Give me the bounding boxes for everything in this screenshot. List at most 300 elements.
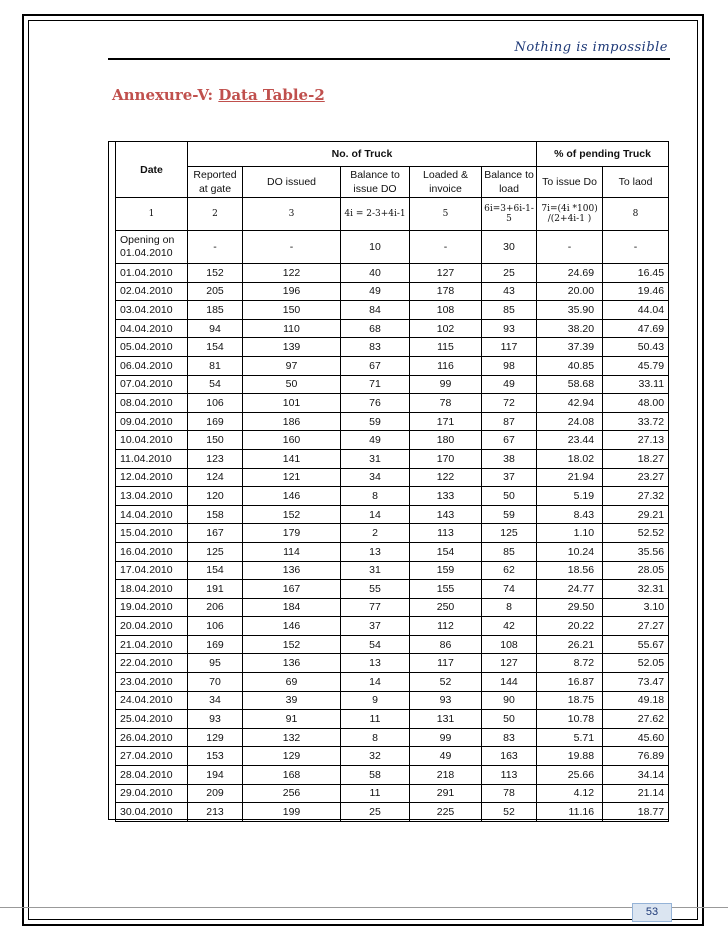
header-rule [108,58,670,60]
table-cell: 13 [341,542,410,561]
annexure-prefix: Annexure-V: [112,86,214,104]
colnum-2: 2 [188,198,243,231]
table-cell: 86 [410,635,482,654]
col-reported: Reported at gate [188,167,243,198]
table-cell: 152 [243,505,341,524]
table-cell: 76.89 [603,747,669,766]
table-cell: 68 [341,319,410,338]
table-cell: 52 [410,673,482,692]
table-cell: 139 [243,338,341,357]
table-cell: 24.69 [537,264,603,283]
table-cell: 20.22 [537,617,603,636]
table-row [116,505,669,524]
row-date: 29.04.2010 [116,784,188,803]
header-pct-pending: % of pending Truck [537,142,669,167]
row-date: 30.04.2010 [116,803,188,822]
table-cell: 52.52 [603,524,669,543]
table-cell: 129 [188,728,243,747]
table-cell: 2 [341,524,410,543]
table-cell: 167 [243,580,341,599]
table-row [116,784,669,803]
row-date: 04.04.2010 [116,319,188,338]
table-cell: 13 [341,654,410,673]
table-cell: 125 [188,542,243,561]
table-cell: 114 [243,542,341,561]
table-row [116,301,669,320]
table-row [116,431,669,450]
table-cell: 78 [410,394,482,413]
row-date: 02.04.2010 [116,282,188,301]
table-row [116,635,669,654]
table-cell: 169 [188,412,243,431]
row-date: 16.04.2010 [116,542,188,561]
row-date: 21.04.2010 [116,635,188,654]
table-row [116,673,669,692]
table-cell: 55 [341,580,410,599]
col-loaded-invoice: Loaded & invoice [410,167,482,198]
table-cell: 27.13 [603,431,669,450]
table-row [116,766,669,785]
table-cell: 117 [482,338,537,357]
opening-row [116,231,669,264]
table-cell: 25.66 [537,766,603,785]
row-date: 11.04.2010 [116,449,188,468]
table-cell: 23.27 [603,468,669,487]
table-cell: 250 [410,598,482,617]
table-cell: 5.19 [537,487,603,506]
table-row [116,803,669,822]
table-cell: 168 [243,766,341,785]
table-cell: 73.47 [603,673,669,692]
table-row [116,356,669,375]
table-cell: - [603,231,669,264]
row-date: 17.04.2010 [116,561,188,580]
table-cell: 30 [482,231,537,264]
table-cell: 14 [341,505,410,524]
colnum-4-formula: 4i = 2-3+4i-1 [341,198,410,231]
table-row [116,654,669,673]
table-cell: 213 [188,803,243,822]
table-cell: 10.78 [537,710,603,729]
table-cell: 136 [243,654,341,673]
table-cell: 186 [243,412,341,431]
row-date: 06.04.2010 [116,356,188,375]
table-cell: 25 [482,264,537,283]
table-cell: 20.00 [537,282,603,301]
table-cell: 50 [482,487,537,506]
table-cell: 44.04 [603,301,669,320]
table-cell: 49.18 [603,691,669,710]
table-cell: 9 [341,691,410,710]
table-row [116,338,669,357]
table-cell: 98 [482,356,537,375]
table-cell: 191 [188,580,243,599]
table-cell: 116 [410,356,482,375]
table-cell: 78 [482,784,537,803]
table-cell: 8 [341,728,410,747]
table-cell: 18.27 [603,449,669,468]
table-cell: 154 [410,542,482,561]
table-cell: 225 [410,803,482,822]
table-cell: 32.31 [603,580,669,599]
header-no-of-truck: No. of Truck [188,142,537,167]
table-cell: 150 [243,301,341,320]
table-row [116,375,669,394]
opening-label: Opening on 01.04.2010 [116,231,188,264]
table-cell: 106 [188,617,243,636]
table-cell: 180 [410,431,482,450]
row-date: 03.04.2010 [116,301,188,320]
table-cell: 50 [243,375,341,394]
table-cell: 71 [341,375,410,394]
table-cell: 24.08 [537,412,603,431]
row-date: 25.04.2010 [116,710,188,729]
table-cell: 50.43 [603,338,669,357]
table-cell: - [243,231,341,264]
table-cell: 146 [243,487,341,506]
table-cell: 90 [482,691,537,710]
table-cell: 34 [188,691,243,710]
table-cell: 11.16 [537,803,603,822]
table-cell: 256 [243,784,341,803]
col-to-issue-do: To issue Do [537,167,603,198]
table-cell: 18.56 [537,561,603,580]
table-cell: 38.20 [537,319,603,338]
table-cell: 4.12 [537,784,603,803]
row-date: 23.04.2010 [116,673,188,692]
row-date: 27.04.2010 [116,747,188,766]
table-cell: 124 [188,468,243,487]
table-row [116,710,669,729]
table-row [116,468,669,487]
table-cell: 136 [243,561,341,580]
header-tagline: Nothing is impossible [514,40,668,55]
table-cell: 42 [482,617,537,636]
table-cell: 206 [188,598,243,617]
table-cell: 32 [341,747,410,766]
table-cell: 37.39 [537,338,603,357]
table-cell: 49 [482,375,537,394]
table-cell: - [410,231,482,264]
page-number: 53 [632,903,672,922]
table-row [116,282,669,301]
table-cell: 54 [188,375,243,394]
table-cell: 27.27 [603,617,669,636]
table-cell: 37 [482,468,537,487]
table-cell: 77 [341,598,410,617]
table-cell: 132 [243,728,341,747]
colnum-8: 8 [603,198,669,231]
table-cell: 18.77 [603,803,669,822]
table-cell: 131 [410,710,482,729]
table-cell: 110 [243,319,341,338]
table-cell: 18.02 [537,449,603,468]
table-cell: 102 [410,319,482,338]
table-cell: 3.10 [603,598,669,617]
table-cell: 85 [482,301,537,320]
row-date: 19.04.2010 [116,598,188,617]
table-cell: 59 [341,412,410,431]
row-date: 10.04.2010 [116,431,188,450]
table-row [116,487,669,506]
table-cell: 47.69 [603,319,669,338]
table-cell: 171 [410,412,482,431]
row-date: 26.04.2010 [116,728,188,747]
colnum-5: 5 [410,198,482,231]
row-date: 15.04.2010 [116,524,188,543]
table-cell: 11 [341,710,410,729]
table-cell: 19.88 [537,747,603,766]
data-table [115,141,669,822]
table-cell: 199 [243,803,341,822]
table-cell: 87 [482,412,537,431]
table-cell: 29.21 [603,505,669,524]
table-cell: 93 [482,319,537,338]
table-cell: 31 [341,449,410,468]
table-cell: 120 [188,487,243,506]
table-cell: 69 [243,673,341,692]
col-balance-load: Balance to load [482,167,537,198]
table-row [116,394,669,413]
table-cell: 45.60 [603,728,669,747]
table-cell: 34.14 [603,766,669,785]
table-cell: 93 [188,710,243,729]
row-date: 28.04.2010 [116,766,188,785]
table-cell: 49 [410,747,482,766]
table-cell: 67 [482,431,537,450]
row-date: 20.04.2010 [116,617,188,636]
table-cell: 11 [341,784,410,803]
table-cell: 40 [341,264,410,283]
table-cell: 113 [482,766,537,785]
table-cell: 21.94 [537,468,603,487]
table-cell: 25 [341,803,410,822]
col-to-load: To laod [603,167,669,198]
annexure-title: Data Table-2 [218,86,325,104]
table-cell: 122 [410,468,482,487]
table-cell: 8.72 [537,654,603,673]
table-cell: 178 [410,282,482,301]
table-cell: 85 [482,542,537,561]
row-date: 01.04.2010 [116,264,188,283]
row-date: 18.04.2010 [116,580,188,599]
table-cell: 70 [188,673,243,692]
table-cell: 42.94 [537,394,603,413]
table-cell: 10 [341,231,410,264]
table-cell: 108 [482,635,537,654]
table-cell: 91 [243,710,341,729]
table-cell: 127 [410,264,482,283]
table-cell: 121 [243,468,341,487]
table-cell: 14 [341,673,410,692]
table-cell: 123 [188,449,243,468]
table-row [116,319,669,338]
table-cell: 106 [188,394,243,413]
table-cell: 159 [410,561,482,580]
table-cell: 26.21 [537,635,603,654]
table-cell: 146 [243,617,341,636]
row-date: 08.04.2010 [116,394,188,413]
table-cell: 185 [188,301,243,320]
table-cell: 10.24 [537,542,603,561]
table-cell: 8 [482,598,537,617]
table-cell: 113 [410,524,482,543]
table-cell: 50 [482,710,537,729]
table-cell: 94 [188,319,243,338]
table-cell: 169 [188,635,243,654]
table-cell: 27.62 [603,710,669,729]
table-cell: 209 [188,784,243,803]
table-cell: 27.32 [603,487,669,506]
row-date: 07.04.2010 [116,375,188,394]
table-cell: 23.44 [537,431,603,450]
table-cell: - [537,231,603,264]
table-cell: 154 [188,561,243,580]
table-cell: 133 [410,487,482,506]
table-cell: 48.00 [603,394,669,413]
table-cell: 34 [341,468,410,487]
table-cell: 158 [188,505,243,524]
table-cell: - [188,231,243,264]
row-date: 05.04.2010 [116,338,188,357]
table-cell: 31 [341,561,410,580]
table-cell: 205 [188,282,243,301]
table-cell: 115 [410,338,482,357]
table-cell: 49 [341,282,410,301]
table-cell: 39 [243,691,341,710]
table-cell: 84 [341,301,410,320]
table-cell: 72 [482,394,537,413]
table-row [116,580,669,599]
row-date: 24.04.2010 [116,691,188,710]
table-cell: 33.72 [603,412,669,431]
table-row [116,691,669,710]
table-cell: 45.79 [603,356,669,375]
table-row [116,524,669,543]
table-row [116,561,669,580]
table-cell: 29.50 [537,598,603,617]
table-cell: 152 [243,635,341,654]
table-cell: 127 [482,654,537,673]
table-cell: 28.05 [603,561,669,580]
table-cell: 144 [482,673,537,692]
table-cell: 16.45 [603,264,669,283]
colnum-6-formula: 6i=3+6i-1-5 [482,198,537,231]
table-cell: 83 [482,728,537,747]
table-cell: 81 [188,356,243,375]
table-cell: 99 [410,375,482,394]
table-cell: 52.05 [603,654,669,673]
table-cell: 93 [410,691,482,710]
table-cell: 122 [243,264,341,283]
table-row [116,449,669,468]
table-cell: 117 [410,654,482,673]
table-cell: 21.14 [603,784,669,803]
row-date: 13.04.2010 [116,487,188,506]
table-cell: 5.71 [537,728,603,747]
table-cell: 163 [482,747,537,766]
table-cell: 35.90 [537,301,603,320]
table-cell: 67 [341,356,410,375]
table-cell: 95 [188,654,243,673]
table-cell: 153 [188,747,243,766]
table-cell: 167 [188,524,243,543]
colnum-3: 3 [243,198,341,231]
row-date: 12.04.2010 [116,468,188,487]
col-balance-issue-do: Balance to issue DO [341,167,410,198]
table-cell: 40.85 [537,356,603,375]
table-cell: 101 [243,394,341,413]
table-row [116,412,669,431]
table-cell: 196 [243,282,341,301]
table-cell: 76 [341,394,410,413]
table-cell: 8 [341,487,410,506]
table-cell: 33.11 [603,375,669,394]
annexure-heading [112,86,325,104]
table-cell: 291 [410,784,482,803]
colnum-1: 1 [116,198,188,231]
table-cell: 19.46 [603,282,669,301]
table-cell: 99 [410,728,482,747]
table-cell: 83 [341,338,410,357]
table-row [116,617,669,636]
table-cell: 150 [188,431,243,450]
table-cell: 170 [410,449,482,468]
footer-rule [0,907,728,908]
table-cell: 38 [482,449,537,468]
colnum-7-formula: 7i=(4i *100) /(2+4i-1 ) [537,198,603,231]
table-cell: 52 [482,803,537,822]
table-cell: 24.77 [537,580,603,599]
table-row [116,728,669,747]
table-cell: 59 [482,505,537,524]
table-cell: 194 [188,766,243,785]
table-cell: 54 [341,635,410,654]
table-cell: 218 [410,766,482,785]
table-cell: 184 [243,598,341,617]
row-date: 09.04.2010 [116,412,188,431]
table-cell: 74 [482,580,537,599]
table-cell: 16.87 [537,673,603,692]
table-cell: 108 [410,301,482,320]
table-cell: 125 [482,524,537,543]
table-cell: 155 [410,580,482,599]
table-cell: 154 [188,338,243,357]
table-cell: 58 [341,766,410,785]
table-cell: 97 [243,356,341,375]
row-date: 14.04.2010 [116,505,188,524]
table-cell: 160 [243,431,341,450]
table-cell: 179 [243,524,341,543]
table-cell: 129 [243,747,341,766]
table-cell: 18.75 [537,691,603,710]
row-date: 22.04.2010 [116,654,188,673]
table-cell: 43 [482,282,537,301]
table-cell: 62 [482,561,537,580]
col-do-issued: DO issued [243,167,341,198]
table-row [116,747,669,766]
table-cell: 55.67 [603,635,669,654]
table-row [116,598,669,617]
table-row [116,542,669,561]
table-cell: 8.43 [537,505,603,524]
table-cell: 141 [243,449,341,468]
table-cell: 112 [410,617,482,636]
table-cell: 152 [188,264,243,283]
table-cell: 143 [410,505,482,524]
header-date: Date [116,142,188,198]
table-cell: 58.68 [537,375,603,394]
